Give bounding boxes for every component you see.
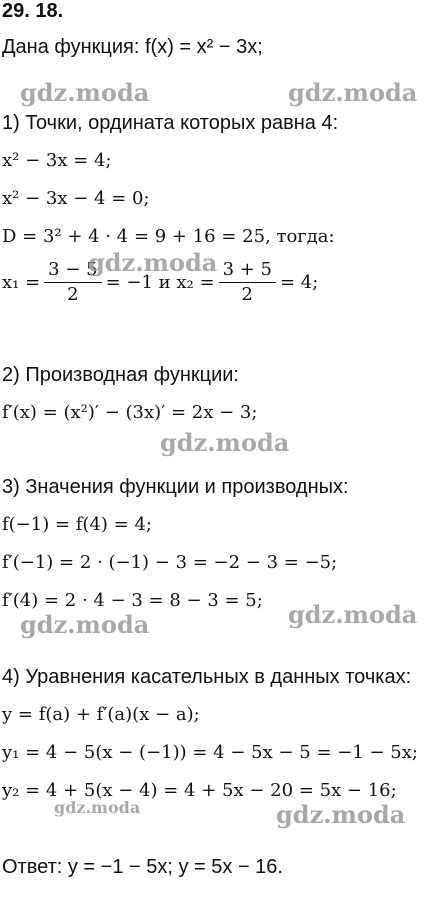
- watermark: gdz.moda: [20, 610, 150, 639]
- equation-line: x² − 3x = 4;: [2, 150, 112, 171]
- watermark: gdz.moda: [276, 800, 406, 829]
- equation-line: f(−1) = f(4) = 4;: [2, 514, 152, 535]
- problem-number: 29. 18.: [2, 0, 64, 22]
- watermark: gdz.moda: [54, 798, 141, 817]
- discriminant-line: D = 3² + 4 · 4 = 9 + 16 = 25, тогда:: [2, 226, 335, 247]
- derivative-line: f′(x) = (x²)′ − (3x)′ = 2x − 3;: [2, 402, 258, 423]
- x2-fraction: [219, 258, 276, 307]
- answer-line: Ответ: y = −1 − 5x; y = 5x − 16.: [2, 856, 283, 878]
- x2-numerator: 3 + 5: [219, 258, 276, 283]
- equation-line: x² − 3x − 4 = 0;: [2, 188, 150, 209]
- equation-line: y = f(a) + f′(a)(x − a);: [2, 704, 200, 725]
- watermark: gdz.moda: [20, 78, 150, 107]
- equation-line: f′(−1) = 2 · (−1) − 3 = −2 − 3 = −5;: [2, 552, 338, 573]
- section-1-heading: 1) Точки, ордината которых равна 4:: [2, 112, 339, 134]
- section-2-heading: 2) Производная функции:: [2, 364, 239, 386]
- x1-denominator: 2: [67, 284, 79, 305]
- equation-line: f′(4) = 2 · 4 − 3 = 8 − 3 = 5;: [2, 590, 263, 611]
- watermark: gdz.moda: [288, 600, 418, 629]
- watermark: gdz.moda: [288, 78, 418, 107]
- watermark: gdz.moda: [88, 248, 218, 277]
- x1-label: x₁ =: [2, 272, 41, 293]
- x2-denominator: 2: [241, 284, 253, 305]
- equation-line: y₂ = 4 + 5(x − 4) = 4 + 5x − 20 = 5x − 16;: [2, 780, 397, 801]
- watermark: gdz.moda: [160, 428, 290, 457]
- section-4-heading: 4) Уравнения касательных в данных точках:: [2, 666, 412, 688]
- x1-tail: = −1 и x₂ =: [105, 272, 215, 293]
- equation-line: y₁ = 4 − 5(x − (−1)) = 4 − 5x − 5 = −1 − 5x;: [2, 742, 418, 763]
- intro-line: Дана функция: f(x) = x² − 3x;: [2, 36, 263, 58]
- x2-tail: = 4;: [280, 272, 319, 293]
- x1-numerator: 3 − 5: [44, 258, 101, 283]
- section-3-heading: 3) Значения функции и производных:: [2, 476, 349, 498]
